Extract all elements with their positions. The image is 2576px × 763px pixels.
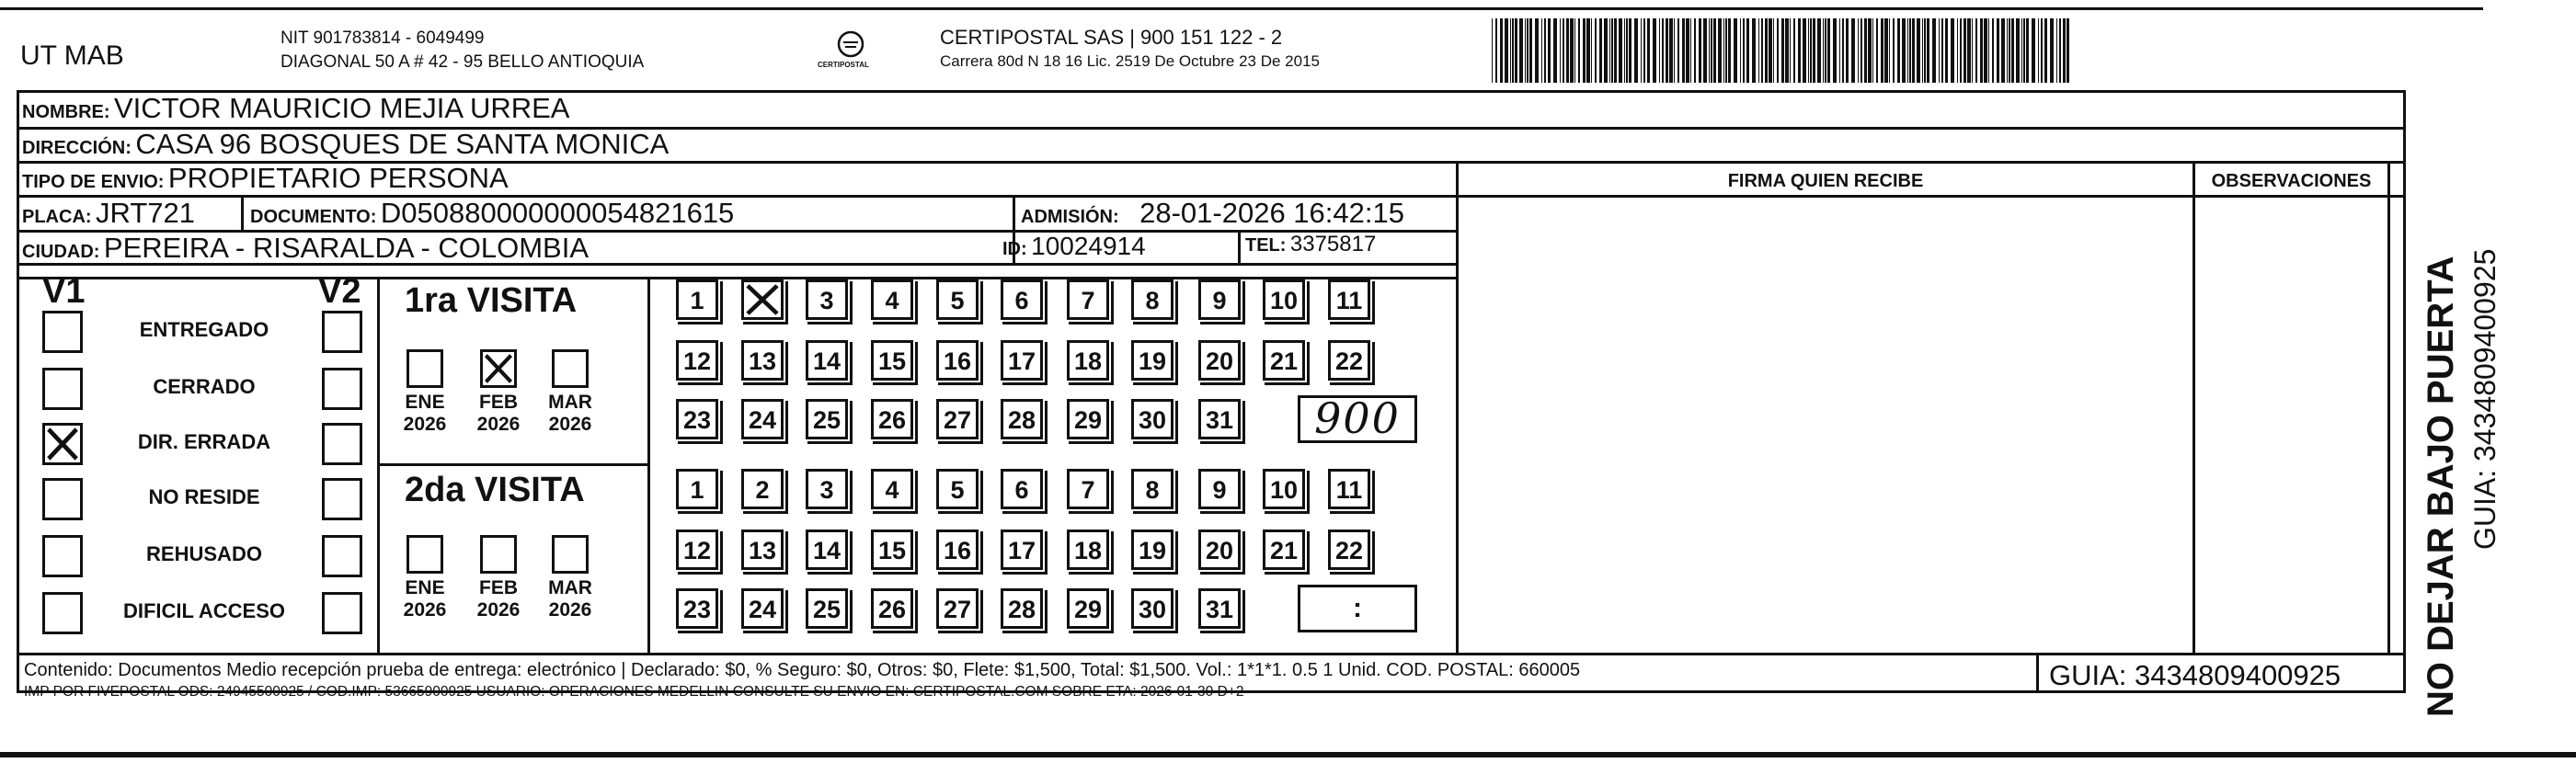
day-box[interactable]: 11 [1328, 469, 1370, 509]
day-box[interactable]: 16 [936, 340, 979, 381]
day-box[interactable]: 23 [676, 399, 718, 439]
col-line [1238, 230, 1241, 265]
v2-label: V2 [318, 272, 361, 311]
month-checkbox[interactable] [552, 349, 589, 388]
x-mark-icon [483, 352, 514, 385]
month-year: 2026 [403, 599, 447, 621]
status-label: REHUSADO [146, 542, 262, 565]
month-year: 2026 [548, 414, 592, 435]
admision-label: ADMISIÓN: [1021, 207, 1119, 227]
day-box[interactable]: 27 [936, 588, 979, 629]
month-checkbox[interactable] [406, 535, 443, 574]
tel-value: 3375817 [1289, 232, 1377, 256]
month-checkbox[interactable] [406, 349, 443, 388]
day-box[interactable]: 19 [1131, 530, 1174, 570]
day-box[interactable]: 5 [936, 279, 979, 320]
id-label: ID: [1002, 239, 1027, 259]
v2-checkbox[interactable] [322, 311, 362, 353]
v1-checkbox[interactable] [42, 368, 83, 410]
day-box[interactable]: 12 [676, 340, 718, 381]
day-box[interactable]: 23 [676, 588, 718, 629]
month-checkbox[interactable] [480, 349, 517, 388]
id-row [1002, 232, 1146, 261]
day-box[interactable]: 11 [1328, 279, 1370, 320]
status-label: DIFICIL ACCESO [122, 599, 285, 622]
month-name: ENE [405, 392, 445, 413]
certipostal-title: CERTIPOSTAL SAS | 900 151 122 - 2 [940, 26, 1283, 49]
tipo-label: TIPO DE ENVIO: [22, 172, 165, 192]
day-box[interactable]: 15 [871, 530, 913, 570]
day-box[interactable]: 9 [1198, 469, 1241, 509]
placa-label: PLACA: [22, 207, 92, 227]
status-label: NO RESIDE [148, 485, 260, 508]
tipo-value: PROPIETARIO PERSONA [167, 162, 509, 194]
col-line [2036, 653, 2039, 693]
day-box[interactable]: 29 [1067, 399, 1109, 439]
day-box[interactable]: 6 [1001, 279, 1043, 320]
day-box[interactable]: 10 [1263, 469, 1305, 509]
barcode [1492, 18, 2069, 83]
day-box[interactable]: 20 [1198, 340, 1241, 381]
footer-imp: IMP POR FIVEPOSTAL ODS: 24945500925 / COD.IMP: 53665900925 USUARIO: OPERACIONES MEDELLIN CONSULTE SU ENVIO EN: CERTIPOSTAL.COM SOBRE ETA: 2026-01-30 D+2 [24, 684, 1244, 700]
day-box[interactable]: 1 [676, 279, 718, 320]
v1-checkbox[interactable] [42, 478, 83, 520]
month-label [542, 577, 599, 621]
bottom-rule [0, 752, 2576, 757]
day-box[interactable]: 18 [1067, 340, 1109, 381]
day-box[interactable]: 28 [1001, 399, 1043, 439]
day-box[interactable]: 8 [1131, 469, 1174, 509]
ciudad-row [22, 232, 589, 265]
side-guia: GUIA: 3434809400925 [2468, 248, 2502, 550]
day-box[interactable]: 19 [1131, 340, 1174, 381]
id-value: 10024914 [1031, 232, 1146, 260]
v1-checkbox[interactable] [42, 535, 83, 577]
v2-checkbox[interactable] [322, 478, 362, 520]
day-box[interactable]: 22 [1328, 340, 1370, 381]
day-box[interactable]: 5 [936, 469, 979, 509]
col-line [2387, 161, 2390, 655]
company-nit: NIT 901783814 - 6049499 [280, 28, 485, 48]
tel-row [1245, 232, 1376, 257]
month-year: 2026 [548, 599, 592, 621]
month-year: 2026 [476, 599, 521, 621]
month-name: ENE [405, 577, 445, 598]
status-label: DIR. ERRADA [137, 430, 271, 453]
footer-guia: GUIA: 3434809400925 [2049, 659, 2341, 691]
col-line [1456, 161, 1459, 655]
col-line [2192, 161, 2195, 655]
day-box[interactable]: 9 [1198, 279, 1241, 320]
documento-row [250, 197, 734, 230]
day-box[interactable]: 27 [936, 399, 979, 439]
v2-checkbox[interactable] [322, 535, 362, 577]
day-box[interactable]: 7 [1067, 279, 1109, 320]
ciudad-value: PEREIRA - RISARALDA - COLOMBIA [103, 232, 590, 264]
day-box[interactable]: 30 [1131, 399, 1174, 439]
day-box[interactable]: 20 [1198, 530, 1241, 570]
certipostal-license: Carrera 80d N 18 16 Lic. 2519 De Octubre 23 De 2015 [940, 52, 1320, 70]
v1-label: V1 [42, 272, 86, 311]
month-name: MAR [548, 392, 592, 413]
day-box[interactable]: 8 [1131, 279, 1174, 320]
second-visit-title: 2da VISITA [405, 471, 585, 509]
month-checkbox[interactable] [552, 535, 589, 574]
v2-checkbox[interactable] [322, 368, 362, 410]
day-box[interactable]: 28 [1001, 588, 1043, 629]
first-visit-title: 1ra VISITA [405, 281, 578, 320]
day-box[interactable]: 17 [1001, 340, 1043, 381]
status-label: ENTREGADO [139, 318, 269, 341]
footer-contenido: Contenido: Documentos Medio recepción prueba de entrega: electrónico | Declarado: $0, % Seguro: $0, Otros: $0, Flete: $1,500, Total: $1,500. Vol.: 1*1*1. 0.5 1 Unid. COD. POSTAL: 660005 [24, 660, 1581, 680]
v1-checkbox[interactable] [42, 423, 83, 465]
day-box[interactable]: 21 [1263, 340, 1305, 381]
day-box[interactable]: 31 [1198, 399, 1241, 439]
month-name: FEB [479, 392, 518, 413]
day-box[interactable]: 13 [741, 530, 784, 570]
row-line [17, 277, 1459, 279]
certipostal-logo [814, 28, 887, 74]
day-box[interactable]: 31 [1198, 588, 1241, 629]
month-label [396, 392, 453, 436]
day-box[interactable]: 22 [1328, 530, 1370, 570]
v1-checkbox[interactable] [42, 311, 83, 353]
firma-label: FIRMA QUIEN RECIBE [1727, 171, 1924, 191]
day-box[interactable]: 3 [806, 469, 848, 509]
status-label: CERRADO [153, 375, 256, 398]
v2-checkbox[interactable] [322, 592, 362, 634]
documento-label: DOCUMENTO: [250, 207, 377, 227]
month-label [542, 392, 599, 436]
nombre-value: VICTOR MAURICIO MEJIA URREA [114, 92, 570, 124]
day-box[interactable]: 7 [1067, 469, 1109, 509]
admision-row [1021, 197, 1404, 230]
row-line [17, 653, 2406, 655]
v1-checkbox[interactable] [42, 592, 83, 634]
placa-value: JRT721 [96, 197, 195, 229]
time-box[interactable]: 900 [1298, 395, 1417, 443]
day-box[interactable]: 24 [741, 588, 784, 629]
day-box[interactable]: 12 [676, 530, 718, 570]
x-mark-icon [744, 282, 781, 317]
logo-caption: CERTIPOSTAL [818, 61, 869, 69]
month-name: FEB [479, 577, 518, 598]
month-year: 2026 [403, 414, 447, 435]
day-box[interactable]: 13 [741, 340, 784, 381]
month-year: 2026 [476, 414, 521, 435]
day-box[interactable]: 14 [806, 340, 848, 381]
col-line [241, 195, 244, 232]
placa-row [22, 197, 195, 230]
month-checkbox[interactable] [480, 535, 517, 574]
day-box[interactable]: 25 [806, 399, 848, 439]
day-box[interactable]: 16 [936, 530, 979, 570]
direccion-row [22, 128, 669, 161]
x-mark-icon [45, 426, 80, 462]
day-box[interactable]: 18 [1067, 530, 1109, 570]
month-label [470, 392, 527, 436]
v2-checkbox[interactable] [322, 423, 362, 465]
day-box[interactable]: 4 [871, 469, 913, 509]
observaciones-label: OBSERVACIONES [2211, 171, 2372, 191]
day-box[interactable]: 2 [741, 469, 784, 509]
day-box[interactable]: 24 [741, 399, 784, 439]
top-rule [0, 7, 2483, 10]
day-box[interactable]: 17 [1001, 530, 1043, 570]
day-box[interactable]: 26 [871, 588, 913, 629]
day-box[interactable]: 6 [1001, 469, 1043, 509]
visit-divider [377, 463, 650, 466]
day-box[interactable]: 29 [1067, 588, 1109, 629]
day-box[interactable]: 4 [871, 279, 913, 320]
month-name: MAR [548, 577, 592, 598]
side-notice: NO DEJAR BAJO PUERTA [2421, 256, 2461, 717]
nombre-row [22, 92, 570, 125]
direccion-value: CASA 96 BOSQUES DE SANTA MONICA [135, 128, 670, 160]
day-box[interactable]: 15 [871, 340, 913, 381]
month-label [470, 577, 527, 621]
day-box[interactable]: 30 [1131, 588, 1174, 629]
day-box[interactable]: 3 [806, 279, 848, 320]
admision-value: 28-01-2026 16:42:15 [1139, 197, 1404, 229]
company-name: UT MAB [20, 40, 124, 71]
day-box[interactable]: 21 [1263, 530, 1305, 570]
company-address: DIAGONAL 50 A # 42 - 95 BELLO ANTIOQUIA [280, 52, 645, 72]
day-box[interactable]: 1 [676, 469, 718, 509]
ciudad-label: CIUDAD: [22, 242, 100, 262]
day-box[interactable] [741, 279, 784, 320]
tel-label: TEL: [1245, 235, 1287, 256]
month-label [396, 577, 453, 621]
direccion-label: DIRECCIÓN: [22, 138, 132, 158]
time-box[interactable]: : [1298, 585, 1417, 632]
day-box[interactable]: 14 [806, 530, 848, 570]
day-box[interactable]: 25 [806, 588, 848, 629]
day-box[interactable]: 26 [871, 399, 913, 439]
documento-value: D050880000000054821615 [380, 197, 735, 229]
tipo-row [22, 162, 509, 195]
nombre-label: NOMBRE: [22, 102, 110, 122]
day-box[interactable]: 10 [1263, 279, 1305, 320]
